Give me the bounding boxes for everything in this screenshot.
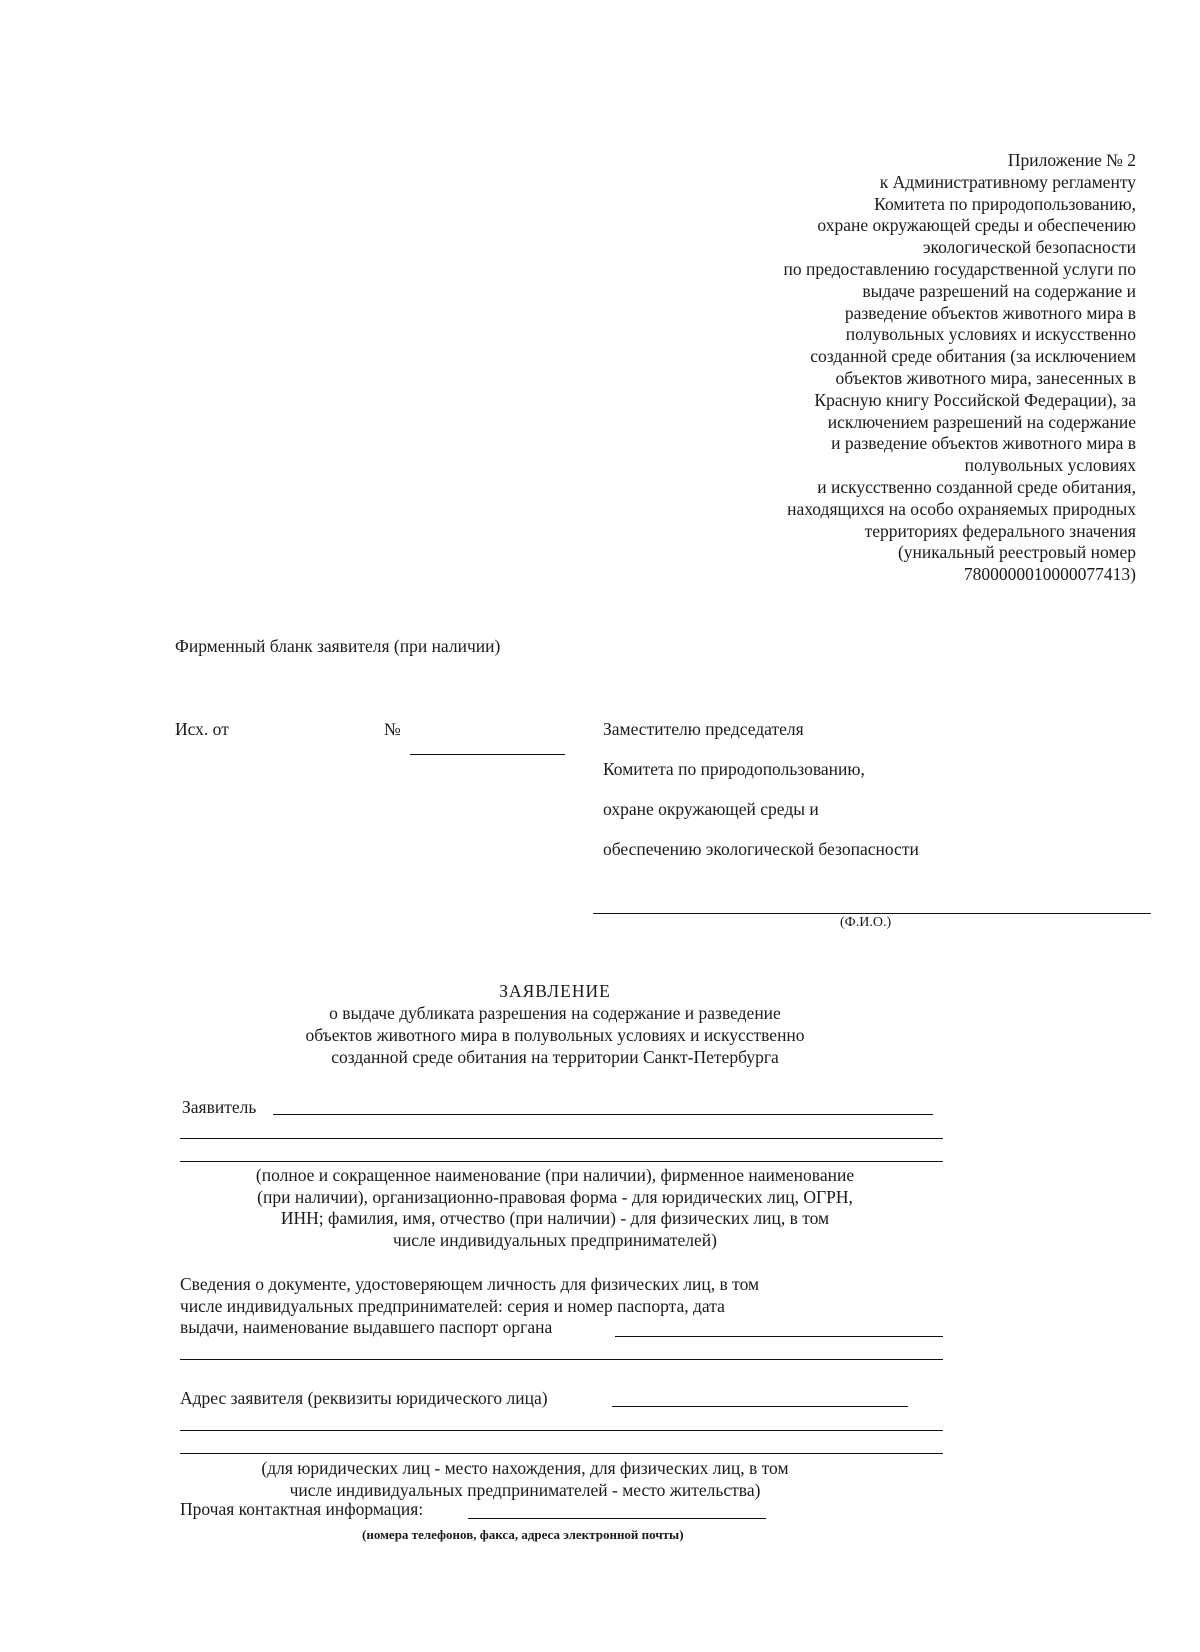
appendix-line: и разведение объектов животного мира в — [831, 433, 1136, 454]
appendix-line: находящихся на особо охраняемых природных — [787, 498, 1136, 519]
address-note-line: (для юридических лиц - место нахождения, для физических лиц, в том — [261, 1458, 789, 1478]
addressee-fio-field[interactable] — [593, 913, 1151, 914]
applicant-note-line: (полное и сокращенное наименование (при наличии), фирменное наименование — [255, 1165, 855, 1185]
identity-field-line-2[interactable] — [180, 1359, 943, 1360]
outgoing-number-label: № — [384, 719, 401, 739]
appendix-line: (уникальный реестровый номер — [897, 542, 1136, 563]
appendix-line: и искусственно созданной среде обитания, — [817, 476, 1136, 497]
addressee-line: охране окружающей среды и — [603, 799, 819, 819]
appendix-line: полувольных условиях и искусственно — [845, 324, 1136, 345]
fio-caption: (Ф.И.О.) — [840, 915, 892, 930]
outgoing-number-field[interactable] — [410, 754, 565, 755]
contact-note: (номера телефонов, факса, адреса электронной почты) — [362, 1527, 684, 1542]
appendix-line: полувольных условиях — [964, 455, 1136, 476]
address-field-line-2[interactable] — [180, 1430, 943, 1431]
applicant-label: Заявитель — [182, 1097, 257, 1117]
address-field[interactable] — [612, 1406, 908, 1407]
statement-subtitle-line: созданной среде обитания на территории Санкт-Петербурга — [331, 1047, 779, 1067]
outgoing-ref-label: Исх. от — [175, 719, 229, 739]
appendix-line: к Административному регламенту — [879, 171, 1136, 192]
appendix-line: разведение объектов животного мира в — [844, 302, 1136, 323]
addressee-line: обеспечению экологической безопасности — [603, 839, 919, 859]
statement-subtitle-line: объектов животного мира в полувольных условиях и искусственно — [305, 1025, 805, 1045]
appendix-line: объектов животного мира, занесенных в — [835, 367, 1136, 388]
address-label: Адрес заявителя (реквизиты юридического лица) — [180, 1388, 548, 1408]
appendix-line: территориях федерального значения — [864, 520, 1136, 541]
letterhead-caption: Фирменный бланк заявителя (при наличии) — [175, 636, 501, 656]
identity-line: числе индивидуальных предпринимателей: серия и номер паспорта, дата — [180, 1295, 725, 1316]
identity-line: Сведения о документе, удостоверяющем личность для физических лиц, в том — [180, 1274, 760, 1294]
address-note — [165, 1458, 885, 1501]
statement-heading: ЗАЯВЛЕНИЕ — [499, 981, 611, 1001]
contact-field[interactable] — [468, 1518, 766, 1519]
applicant-note-line: (при наличии), организационно-правовая форма - для юридических лиц, ОГРН, — [257, 1186, 853, 1207]
appendix-line: 7800000010000077413) — [963, 564, 1136, 585]
appendix-line: созданной среде обитания (за исключением — [810, 346, 1136, 367]
appendix-line: Комитета по природопользованию, — [874, 193, 1136, 214]
appendix-line: выдаче разрешений на содержание и — [862, 280, 1136, 301]
contact-label: Прочая контактная информация: — [180, 1499, 424, 1519]
appendix-line: Приложение № 2 — [1007, 150, 1136, 170]
identity-label — [180, 1274, 759, 1339]
applicant-note-line: ИНН; фамилия, имя, отчество (при наличии) - для физических лиц, в том — [280, 1208, 830, 1228]
applicant-field-line-3[interactable] — [180, 1161, 943, 1162]
appendix-line: экологической безопасности — [923, 237, 1136, 258]
applicant-field[interactable] — [273, 1114, 933, 1115]
appendix-line: охране окружающей среды и обеспечению — [817, 215, 1136, 236]
appendix-line: исключением разрешений на содержание — [827, 411, 1136, 432]
appendix-line: Красную книгу Российской Федерации), за — [814, 389, 1136, 410]
identity-line: выдачи, наименование выдавшего паспорт органа — [180, 1317, 553, 1337]
address-field-line-3[interactable] — [180, 1453, 943, 1454]
statement-title — [175, 980, 935, 1068]
addressee-line: Заместителю председателя — [603, 719, 804, 739]
applicant-note — [175, 1165, 935, 1251]
addressee-line: Комитета по природопользованию, — [603, 759, 865, 779]
identity-field[interactable] — [615, 1336, 943, 1337]
applicant-note-line: числе индивидуальных предпринимателей) — [393, 1229, 717, 1250]
statement-subtitle-line: о выдаче дубликата разрешения на содержание и разведение — [329, 1003, 781, 1023]
appendix-header — [576, 150, 1136, 586]
address-note-line: числе индивидуальных предпринимателей - место жительства) — [289, 1479, 761, 1500]
applicant-field-line-2[interactable] — [180, 1138, 943, 1139]
appendix-line: по предоставлению государственной услуги по — [783, 258, 1136, 279]
